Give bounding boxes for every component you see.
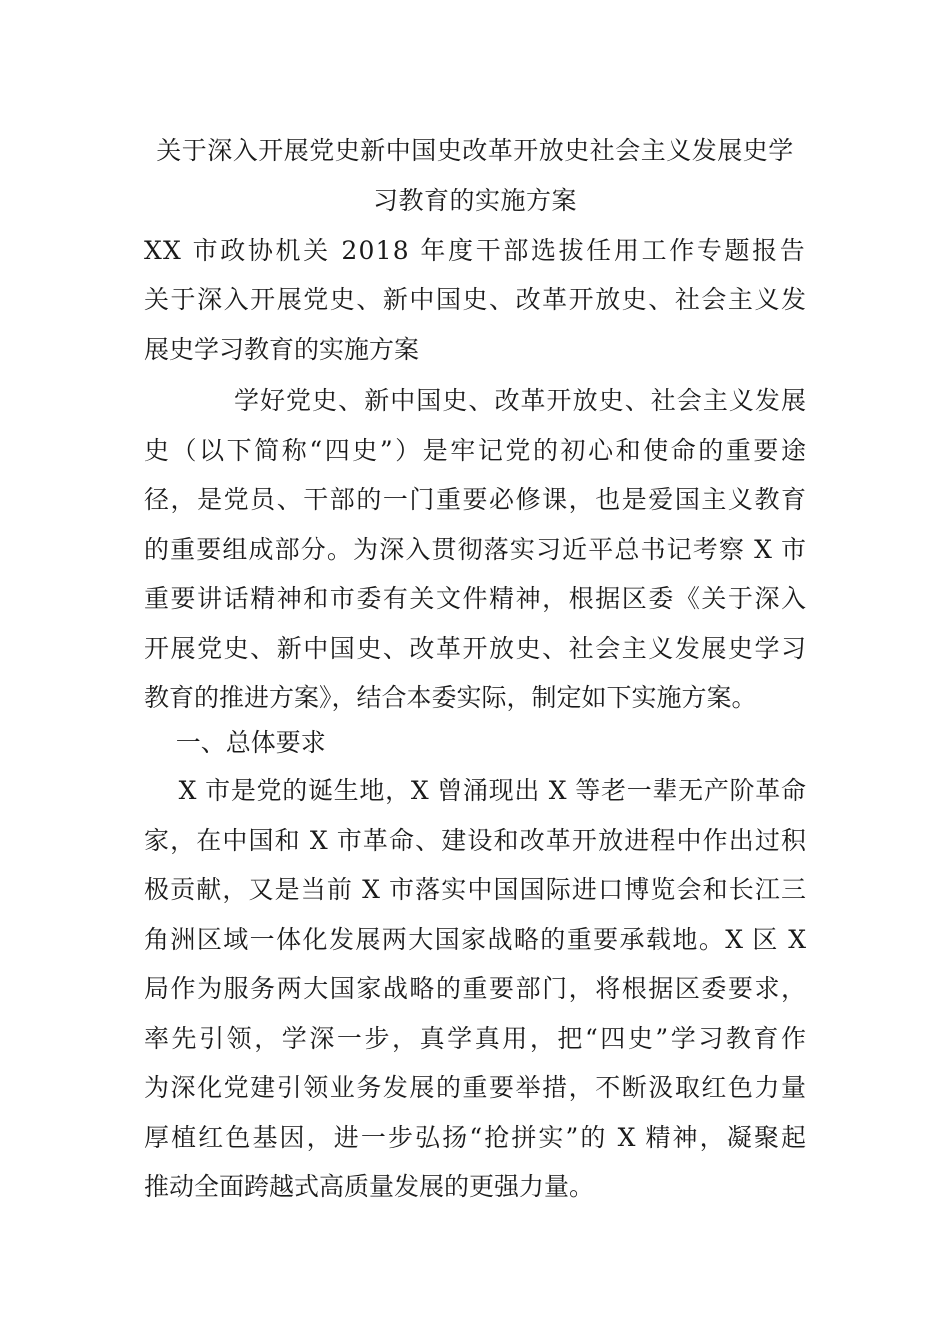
paragraph-line: 家，在中国和 X 市革命、建设和改革开放进程中作出过积 bbox=[144, 825, 806, 855]
paragraph-line: X 市是党的诞生地，X 曾涌现出 X 等老一辈无产阶革命 bbox=[144, 776, 806, 805]
paragraph-line: 厚植红色基因，进一步弘扬“抢拼实”的 X 精神，凝聚起 bbox=[144, 1122, 806, 1152]
paragraph-line: 重要讲话精神和市委有关文件精神，根据区委《关于深入 bbox=[144, 584, 806, 613]
paragraph-overall-requirements bbox=[144, 766, 806, 1212]
paragraph-line: 局作为服务两大国家战略的重要部门，将根据区委要求， bbox=[144, 974, 806, 1003]
document-title-line-1: 关于深入开展党史新中国史改革开放史社会主义发展史学 bbox=[156, 136, 794, 165]
paragraph-line: 率先引领，学深一步，真学真用，把“四史”学习教育作 bbox=[144, 1023, 806, 1053]
report-heading-line-3: 展史学习教育的实施方案 bbox=[144, 335, 420, 364]
report-heading-line-1: XX 市政协机关 2018 年度干部选拔任用工作专题报告 bbox=[144, 236, 806, 265]
paragraph-line: 教育的推进方案》，结合本委实际，制定如下实施方案。 bbox=[144, 683, 757, 712]
section-heading-overall-requirements: 一、总体要求 bbox=[144, 728, 326, 757]
paragraph-line: 史（以下简称“四史”）是牢记党的初心和使命的重要途 bbox=[144, 435, 806, 465]
paragraph-line: 开展党史、新中国史、改革开放史、社会主义发展史学习 bbox=[144, 633, 806, 663]
paragraph-line: 推动全面跨越式高质量发展的更强力量。 bbox=[144, 1172, 595, 1201]
paragraph-line: 角洲区域一体化发展两大国家战略的重要承载地。X 区 X bbox=[144, 924, 806, 954]
document-title-line-2: 习教育的实施方案 bbox=[372, 186, 577, 215]
paragraph-line: 极贡献，又是当前 X 市落实中国国际进口博览会和长江三 bbox=[144, 875, 806, 904]
paragraph-intro bbox=[144, 376, 806, 723]
paragraph-line: 的重要组成部分。为深入贯彻落实习近平总书记考察 X 市 bbox=[144, 534, 806, 564]
report-heading-line-2: 关于深入开展党史、新中国史、改革开放史、社会主义发 bbox=[144, 285, 806, 314]
paragraph-line: 为深化党建引领业务发展的重要举措，不断汲取红色力量 bbox=[144, 1073, 806, 1102]
paragraph-line: 学好党史、新中国史、改革开放史、社会主义发展 bbox=[144, 386, 806, 415]
paragraph-line: 径，是党员、干部的一门重要必修课，也是爱国主义教育 bbox=[144, 485, 806, 514]
